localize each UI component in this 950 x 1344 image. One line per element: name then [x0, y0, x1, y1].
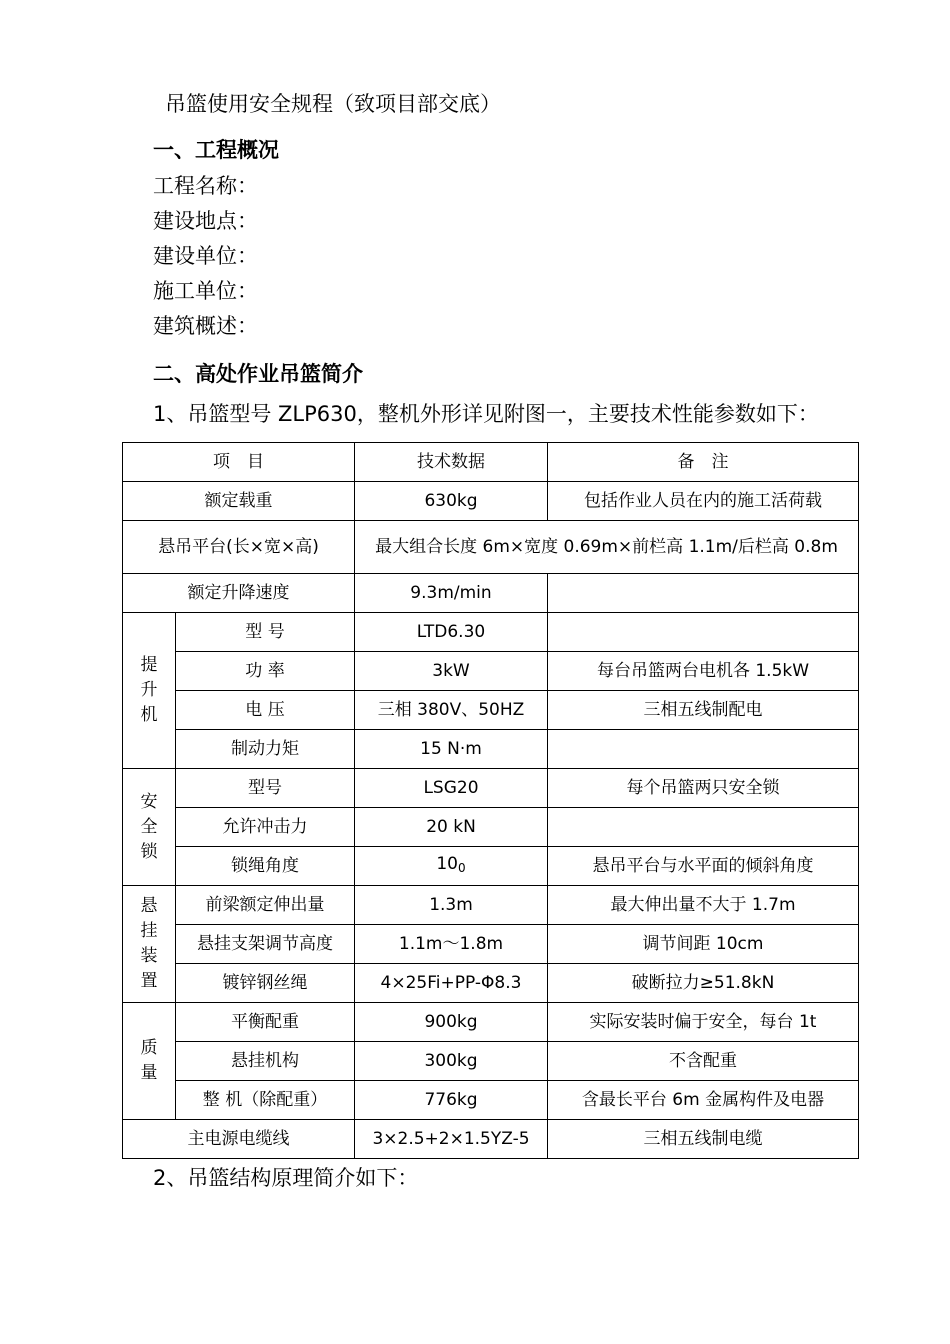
vertical-text: 提升机	[140, 655, 158, 725]
structure-intro-paragraph: 2、吊篮结构原理简介如下：	[153, 1166, 419, 1190]
table-row	[123, 691, 859, 730]
table-row	[123, 925, 859, 964]
header-note: 备 注	[548, 443, 859, 482]
cell-note: 悬吊平台与水平面的倾斜角度	[548, 847, 859, 886]
cell-note: 不含配重	[548, 1042, 859, 1081]
cell-label: 型号	[176, 769, 355, 808]
cell-value: 三相 380V、50HZ	[355, 691, 548, 730]
intro-paragraph: 1、吊篮型号 ZLP630，整机外形详见附图一，主要技术性能参数如下：	[153, 402, 819, 426]
lock-angle-value: 10	[436, 854, 458, 874]
vertical-text: 安全锁	[140, 791, 158, 862]
cell-value: LTD6.30	[355, 613, 548, 652]
table-row	[123, 847, 859, 886]
field-building-overview: 建筑概述：	[153, 314, 258, 338]
cell-label: 悬挂支架调节高度	[176, 925, 355, 964]
cell-label: 允许冲击力	[176, 808, 355, 847]
cell-note: 实际安装时偏于安全，每台 1t	[548, 1003, 859, 1042]
cell-note	[548, 808, 859, 847]
table-row	[123, 730, 859, 769]
cell-label: 功 率	[176, 652, 355, 691]
table-header-row	[123, 443, 859, 482]
table-row	[123, 1003, 859, 1042]
group-label-safety-lock	[123, 769, 176, 886]
field-project-name: 工程名称：	[153, 174, 258, 198]
table-row	[123, 652, 859, 691]
cell-value: 776kg	[355, 1081, 548, 1120]
cell-note	[548, 574, 859, 613]
cell-value: 3×2.5+2×1.5YZ-5	[355, 1120, 548, 1159]
cell-label: 型 号	[176, 613, 355, 652]
group-label-suspension	[123, 886, 176, 1003]
cell-note	[548, 613, 859, 652]
cell-label: 制动力矩	[176, 730, 355, 769]
table-row	[123, 613, 859, 652]
cell-note: 每台吊篮两台电机各 1.5kW	[548, 652, 859, 691]
table-row	[123, 1081, 859, 1120]
table-row	[123, 1120, 859, 1159]
header-item: 项 目	[123, 443, 355, 482]
group-label-hoist	[123, 613, 176, 769]
table-row	[123, 1042, 859, 1081]
cell-value: 300kg	[355, 1042, 548, 1081]
cell-value: 1.1m～1.8m	[355, 925, 548, 964]
cell-value: 630kg	[355, 482, 548, 521]
cell-note	[548, 730, 859, 769]
document-title: 吊篮使用安全规程（致项目部交底）	[165, 92, 501, 116]
cell-label: 镀锌钢丝绳	[176, 964, 355, 1003]
cell-note: 调节间距 10cm	[548, 925, 859, 964]
cell-value	[355, 847, 548, 886]
table-row	[123, 769, 859, 808]
cell-note: 含最长平台 6m 金属构件及电器	[548, 1081, 859, 1120]
cell-label: 电 压	[176, 691, 355, 730]
cell-label: 主电源电缆线	[123, 1120, 355, 1159]
cell-value: LSG20	[355, 769, 548, 808]
cell-value: 20 kN	[355, 808, 548, 847]
field-developer: 建设单位：	[153, 244, 258, 268]
cell-note: 三相五线制电缆	[548, 1120, 859, 1159]
vertical-text: 质量	[140, 1038, 158, 1083]
cell-label: 悬挂机构	[176, 1042, 355, 1081]
cell-value: 4×25Fi+PP-Φ8.3	[355, 964, 548, 1003]
cell-label: 悬吊平台(长×宽×高)	[123, 521, 355, 574]
cell-label: 额定升降速度	[123, 574, 355, 613]
table-row	[123, 482, 859, 521]
cell-value: 15 N·m	[355, 730, 548, 769]
cell-value: 9.3m/min	[355, 574, 548, 613]
cell-note: 最大伸出量不大于 1.7m	[548, 886, 859, 925]
cell-label: 额定载重	[123, 482, 355, 521]
cell-label: 整 机（除配重）	[176, 1081, 355, 1120]
table-row	[123, 574, 859, 613]
cell-label: 平衡配重	[176, 1003, 355, 1042]
cell-value: 1.3m	[355, 886, 548, 925]
cell-value: 3kW	[355, 652, 548, 691]
cell-label: 锁绳角度	[176, 847, 355, 886]
section-heading-overview: 一、工程概况	[153, 138, 279, 162]
table-row	[123, 521, 859, 574]
lock-angle-subscript: 0	[458, 861, 466, 875]
spec-table	[122, 442, 859, 1159]
field-construction-site: 建设地点：	[153, 209, 258, 233]
cell-label: 前梁额定伸出量	[176, 886, 355, 925]
cell-note: 每个吊篮两只安全锁	[548, 769, 859, 808]
cell-note: 包括作业人员在内的施工活荷载	[548, 482, 859, 521]
cell-value: 最大组合长度 6m×宽度 0.69m×前栏高 1.1m/后栏高 0.8m	[355, 521, 859, 574]
field-contractor: 施工单位：	[153, 279, 258, 303]
cell-note: 破断拉力≥51.8kN	[548, 964, 859, 1003]
table-row	[123, 886, 859, 925]
cell-value: 900kg	[355, 1003, 548, 1042]
group-label-mass	[123, 1003, 176, 1120]
cell-note: 三相五线制配电	[548, 691, 859, 730]
table-row	[123, 808, 859, 847]
table-row	[123, 964, 859, 1003]
vertical-text: 悬挂装置	[140, 896, 158, 991]
section-heading-gondola: 二、高处作业吊篮简介	[153, 362, 363, 386]
header-data: 技术数据	[355, 443, 548, 482]
